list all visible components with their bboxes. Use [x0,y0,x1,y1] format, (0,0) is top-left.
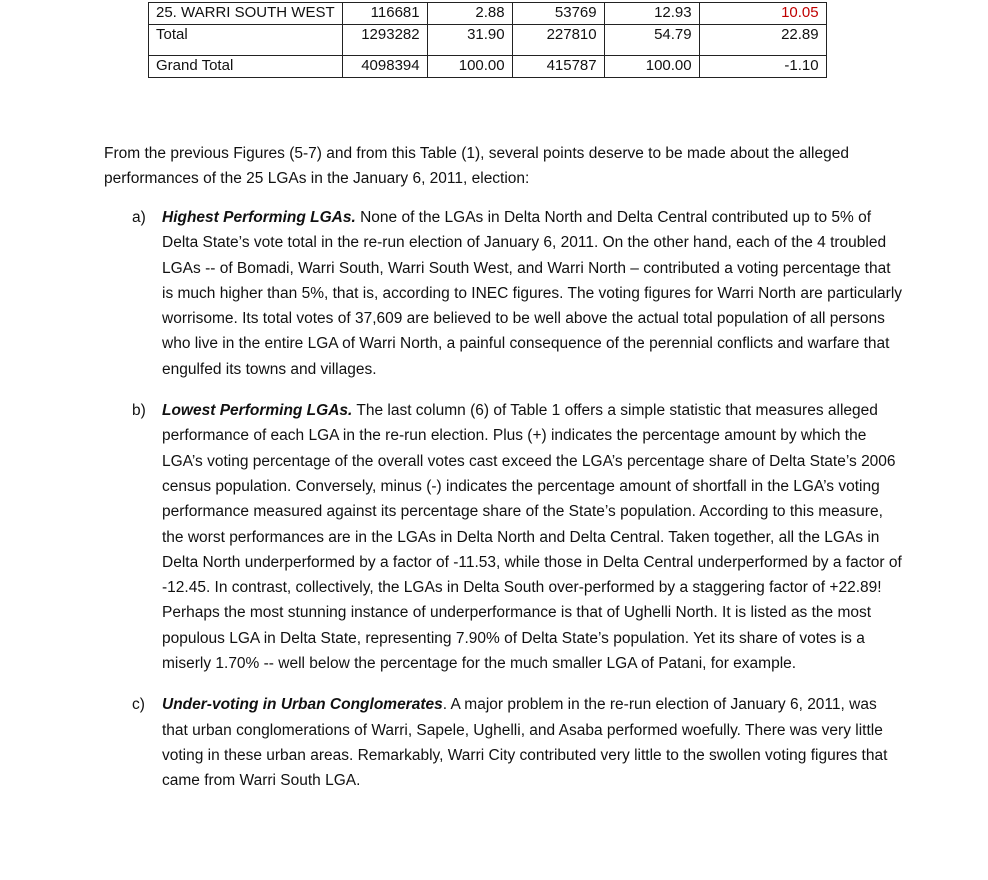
votes-cell: 415787 [512,56,604,78]
lga-votes-table [148,2,827,78]
lga-name-cell: 25. WARRI SOUTH WEST [149,3,343,25]
votes-pct-cell: 54.79 [604,25,699,56]
list-item-text [162,205,904,382]
population-cell: 4098394 [342,56,427,78]
difference-cell: -1.10 [699,56,826,78]
votes-cell: 53769 [512,3,604,25]
population-cell: 116681 [342,3,427,25]
item-body: The last column (6) of Table 1 offers a simple statistic that measures alleged performance of each LGA in the re-run election. Plus (+) indicates the percentage amount by which the LGA’s voting percentage of the overall votes cast exceed the LGA’s percentage share of Delta State’s 2006 census population. Conversely, minus (-) indicates the percentage amount of shortfall in the LGA’s voting performance measured against its percentage share of the State’s population. According to this measure, the worst performances are in the LGAs in Delta North and Delta Central. Taken together, all the LGAs in Delta North underperformed by a factor of -11.53, while those in Delta Central underperformed by a factor of -12.45. In contrast, collectively, the LGAs in Delta South over-performed by a staggering factor of +22.89! Perhaps the most stunning instance of underperformance is that of Ughelli North. It is listed as the most populous LGA in Delta State, representing 7.90% of Delta State’s population. Yet its share of votes is a miserly 1.70% -- well below the percentage for the much smaller LGA of Patani, for example. [162,402,902,673]
difference-cell: 10.05 [699,3,826,25]
votes-cell: 227810 [512,25,604,56]
list-item-text [162,692,904,793]
table-row [149,3,827,25]
item-lead: Lowest Performing LGAs. [162,402,353,420]
population-cell: 1293282 [342,25,427,56]
population-pct-cell: 100.00 [427,56,512,78]
list-item [104,692,904,793]
votes-pct-cell: 12.93 [604,3,699,25]
list-item [104,205,904,382]
item-body: None of the LGAs in Delta North and Delta Central contributed up to 5% of Delta State’s vote total in the re-run election of January 6, 2011. On the other hand, each of the 4 troubled LGAs -- of Bomadi, Warri South, Warri South West, and Warri North – contributed a voting percentage that is much higher than 5%, that is, according to INEC figures. The voting figures for Warri North are particularly worrisome. Its total votes of 37,609 are believed to be well above the actual total population of all persons who live in the entire LGA of Warri North, a painful consequence of the perennial conflicts and warfare that engulfed its towns and villages. [162,209,903,378]
lga-name-cell: Grand Total [149,56,343,78]
population-pct-cell: 31.90 [427,25,512,56]
item-body: . A major problem in the re-run election of January 6, 2011, was that urban conglomerations of Warri, Sapele, Ughelli, and Asaba performed woefully. There was very little voting in these urban areas. Remarkably, Warri City contributed very little to the swollen voting figures that came from Warri South LGA. [162,696,888,790]
points-list [104,205,904,810]
list-item-text [162,398,904,676]
lga-name-cell: Total [149,25,343,56]
population-pct-cell: 2.88 [427,3,512,25]
list-marker: b) [132,402,146,420]
list-item [104,398,904,676]
table-row [149,25,827,56]
difference-cell: 22.89 [699,25,826,56]
item-lead: Under-voting in Urban Conglomerates [162,696,443,714]
votes-pct-cell: 100.00 [604,56,699,78]
item-lead: Highest Performing LGAs. [162,209,356,226]
intro-paragraph: From the previous Figures (5-7) and from this Table (1), several points deserve to be made about the alleged performances of the 25 LGAs in the January 6, 2011, election: [104,145,849,187]
list-marker: c) [132,696,145,714]
table-row [149,56,827,78]
list-marker: a) [132,209,146,226]
